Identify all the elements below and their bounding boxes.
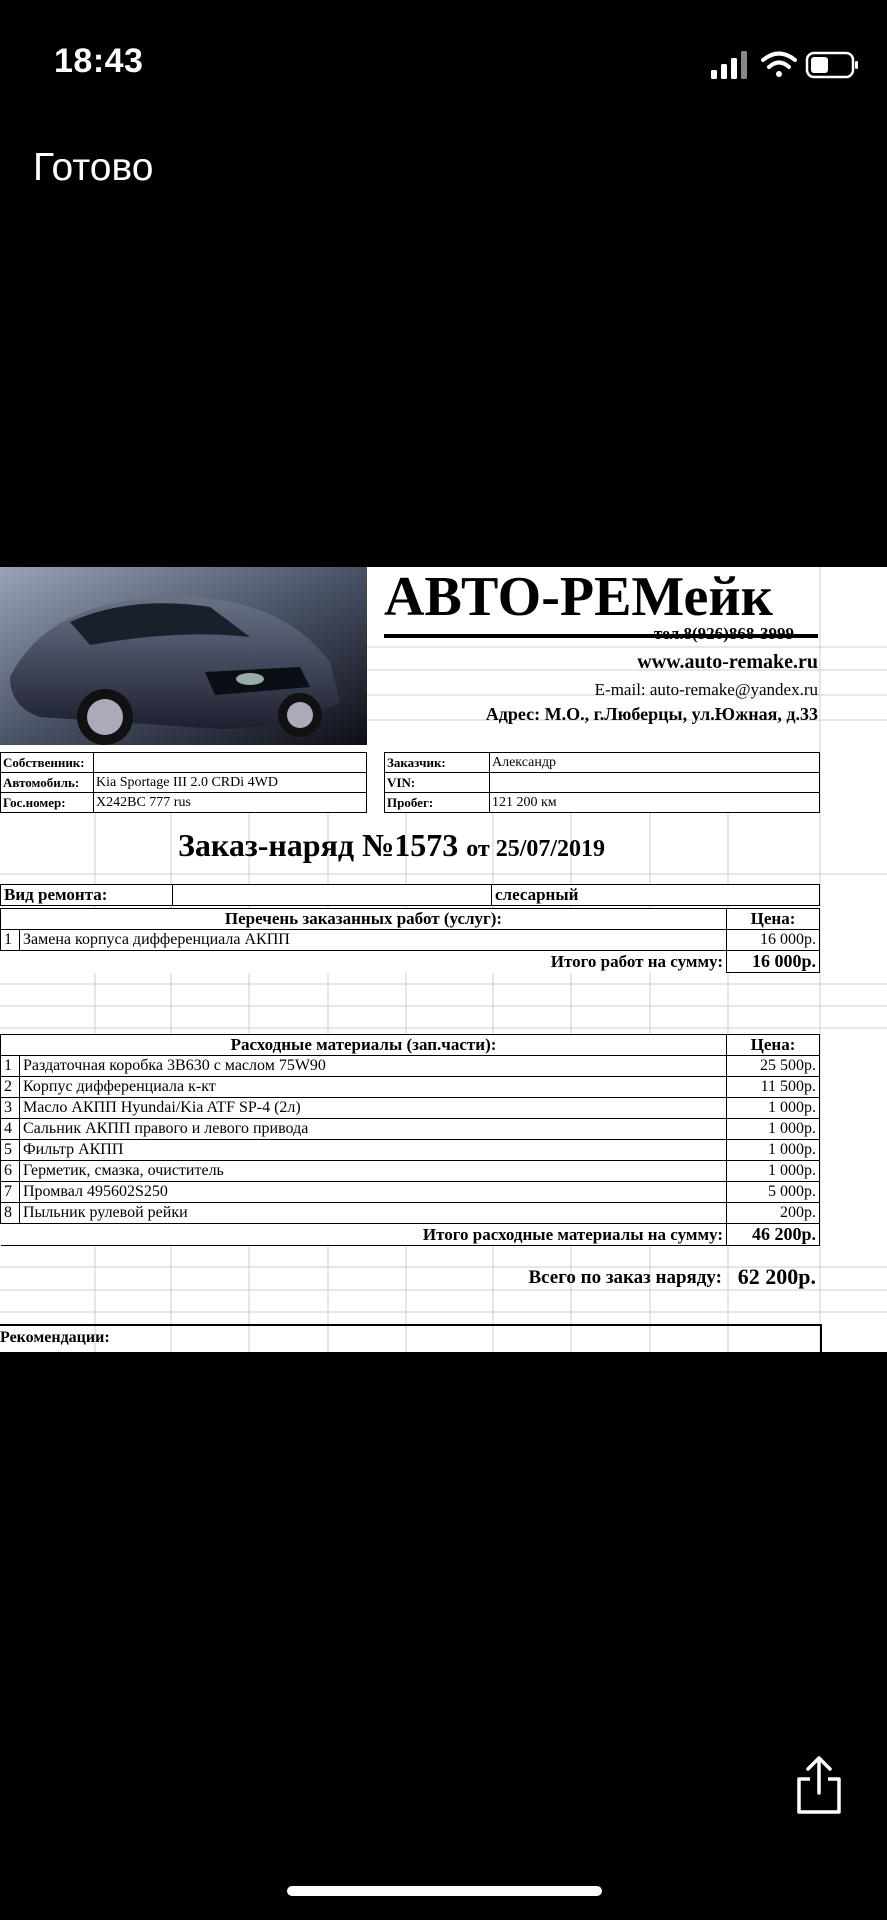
vehicle-info-row	[1, 773, 367, 793]
materials-row-number: 5	[1, 1140, 20, 1161]
customer-label: Заказчик:	[385, 753, 490, 773]
materials-table	[0, 1034, 820, 1246]
plate-value: Х242ВС 777 rus	[94, 793, 367, 813]
status-time: 18:43	[54, 42, 144, 80]
company-phone: тел.8(926)868-3999	[653, 624, 794, 643]
car-label: Автомобиль:	[1, 773, 94, 793]
repair-type-value: слесарный	[492, 885, 820, 906]
works-row-name: Замена корпуса дифференциала АКПП	[20, 930, 727, 951]
materials-row	[1, 1098, 820, 1119]
recommendations-box	[0, 1324, 822, 1352]
works-price-header: Цена:	[727, 909, 820, 930]
materials-row-name: Пыльник рулевой рейки	[20, 1203, 727, 1224]
plate-label: Гос.номер:	[1, 793, 94, 813]
customer-info-row	[385, 793, 820, 813]
works-table	[0, 908, 820, 973]
recommendations-label: Рекомендации:	[0, 1329, 110, 1346]
materials-total-label: Итого расходные материалы на сумму:	[1, 1224, 727, 1246]
order-date: от 25/07/2019	[466, 836, 606, 862]
materials-row-price: 200р.	[727, 1203, 820, 1224]
repair-type-empty	[173, 885, 492, 906]
materials-row	[1, 1119, 820, 1140]
cellular-signal-icon	[711, 51, 747, 79]
works-row-number: 1	[1, 930, 20, 951]
order-title	[178, 827, 605, 864]
share-icon[interactable]	[793, 1755, 845, 1815]
materials-row-name: Сальник АКПП правого и левого привода	[20, 1119, 727, 1140]
materials-total-row	[1, 1224, 820, 1246]
materials-row-name: Корпус дифференциала к-кт	[20, 1077, 727, 1098]
company-address: Адрес: М.О., г.Люберцы, ул.Южная, д.33	[485, 704, 818, 724]
customer-info-table	[384, 752, 820, 813]
company-website: www.auto-remake.ru	[637, 651, 818, 673]
repair-type-table	[0, 884, 820, 906]
home-indicator[interactable]	[287, 1886, 602, 1896]
materials-total-value: 46 200р.	[727, 1224, 820, 1246]
mileage-value: 121 200 км	[490, 793, 820, 813]
materials-row-number: 1	[1, 1056, 20, 1077]
repair-type-row	[1, 885, 820, 906]
work-order-document	[0, 567, 887, 1352]
battery-icon	[807, 53, 858, 77]
materials-row	[1, 1140, 820, 1161]
company-logo: АВТО-РЕМейк	[384, 567, 773, 628]
materials-row-price: 1 000р.	[727, 1140, 820, 1161]
done-button[interactable]: Готово	[33, 146, 154, 189]
works-total-row	[1, 951, 820, 973]
vin-label: VIN:	[385, 773, 490, 793]
works-header: Перечень заказанных работ (услуг):	[1, 909, 727, 930]
car-photo	[0, 567, 367, 745]
works-row	[1, 930, 820, 951]
materials-row-name: Фильтр АКПП	[20, 1140, 727, 1161]
materials-row-name: Масло АКПП Hyundai/Kia ATF SP-4 (2л)	[20, 1098, 727, 1119]
materials-row-number: 6	[1, 1161, 20, 1182]
materials-row-number: 4	[1, 1119, 20, 1140]
materials-row-number: 7	[1, 1182, 20, 1203]
materials-row	[1, 1056, 820, 1077]
customer-info-row	[385, 753, 820, 773]
materials-row-name: Промвал 495602S250	[20, 1182, 727, 1203]
mileage-label: Пробег:	[385, 793, 490, 813]
materials-row	[1, 1203, 820, 1224]
materials-row	[1, 1182, 820, 1203]
wifi-icon	[763, 54, 795, 78]
materials-row-price: 1 000р.	[727, 1119, 820, 1140]
works-header-row	[1, 909, 820, 930]
materials-row-number: 8	[1, 1203, 20, 1224]
materials-row-number: 2	[1, 1077, 20, 1098]
owner-value	[94, 753, 367, 773]
vehicle-info-table	[0, 752, 367, 813]
status-icons	[711, 48, 861, 82]
materials-row-price: 1 000р.	[727, 1161, 820, 1182]
repair-type-label: Вид ремонта:	[1, 885, 173, 906]
customer-info-row	[385, 773, 820, 793]
materials-row	[1, 1161, 820, 1182]
vehicle-info-row	[1, 793, 367, 813]
customer-value: Александр	[490, 753, 820, 773]
car-value: Kia Sportage III 2.0 CRDi 4WD	[94, 773, 367, 793]
materials-row-price: 1 000р.	[727, 1098, 820, 1119]
materials-header: Расходные материалы (зап.части):	[1, 1035, 727, 1056]
order-number: Заказ-наряд №1573	[178, 827, 459, 863]
materials-row-price: 11 500р.	[727, 1077, 820, 1098]
works-total-label: Итого работ на сумму:	[1, 951, 727, 973]
materials-header-row	[1, 1035, 820, 1056]
vehicle-info-row	[1, 753, 367, 773]
owner-label: Собственник:	[1, 753, 94, 773]
materials-row-price: 5 000р.	[727, 1182, 820, 1203]
materials-row	[1, 1077, 820, 1098]
vin-value	[490, 773, 820, 793]
works-row-price: 16 000р.	[727, 930, 820, 951]
works-total-value: 16 000р.	[727, 951, 820, 973]
materials-row-price: 25 500р.	[727, 1056, 820, 1077]
status-bar	[0, 0, 887, 120]
materials-row-name: Герметик, смазка, очиститель	[20, 1161, 727, 1182]
materials-row-number: 3	[1, 1098, 20, 1119]
company-email: E-mail: auto-remake@yandex.ru	[594, 680, 818, 699]
materials-row-name: Раздаточная коробка 3B630 с маслом 75W90	[20, 1056, 727, 1077]
grand-total-value: 62 200р.	[737, 1264, 816, 1289]
materials-price-header: Цена:	[727, 1035, 820, 1056]
grand-total-label: Всего по заказ наряду:	[528, 1267, 722, 1288]
